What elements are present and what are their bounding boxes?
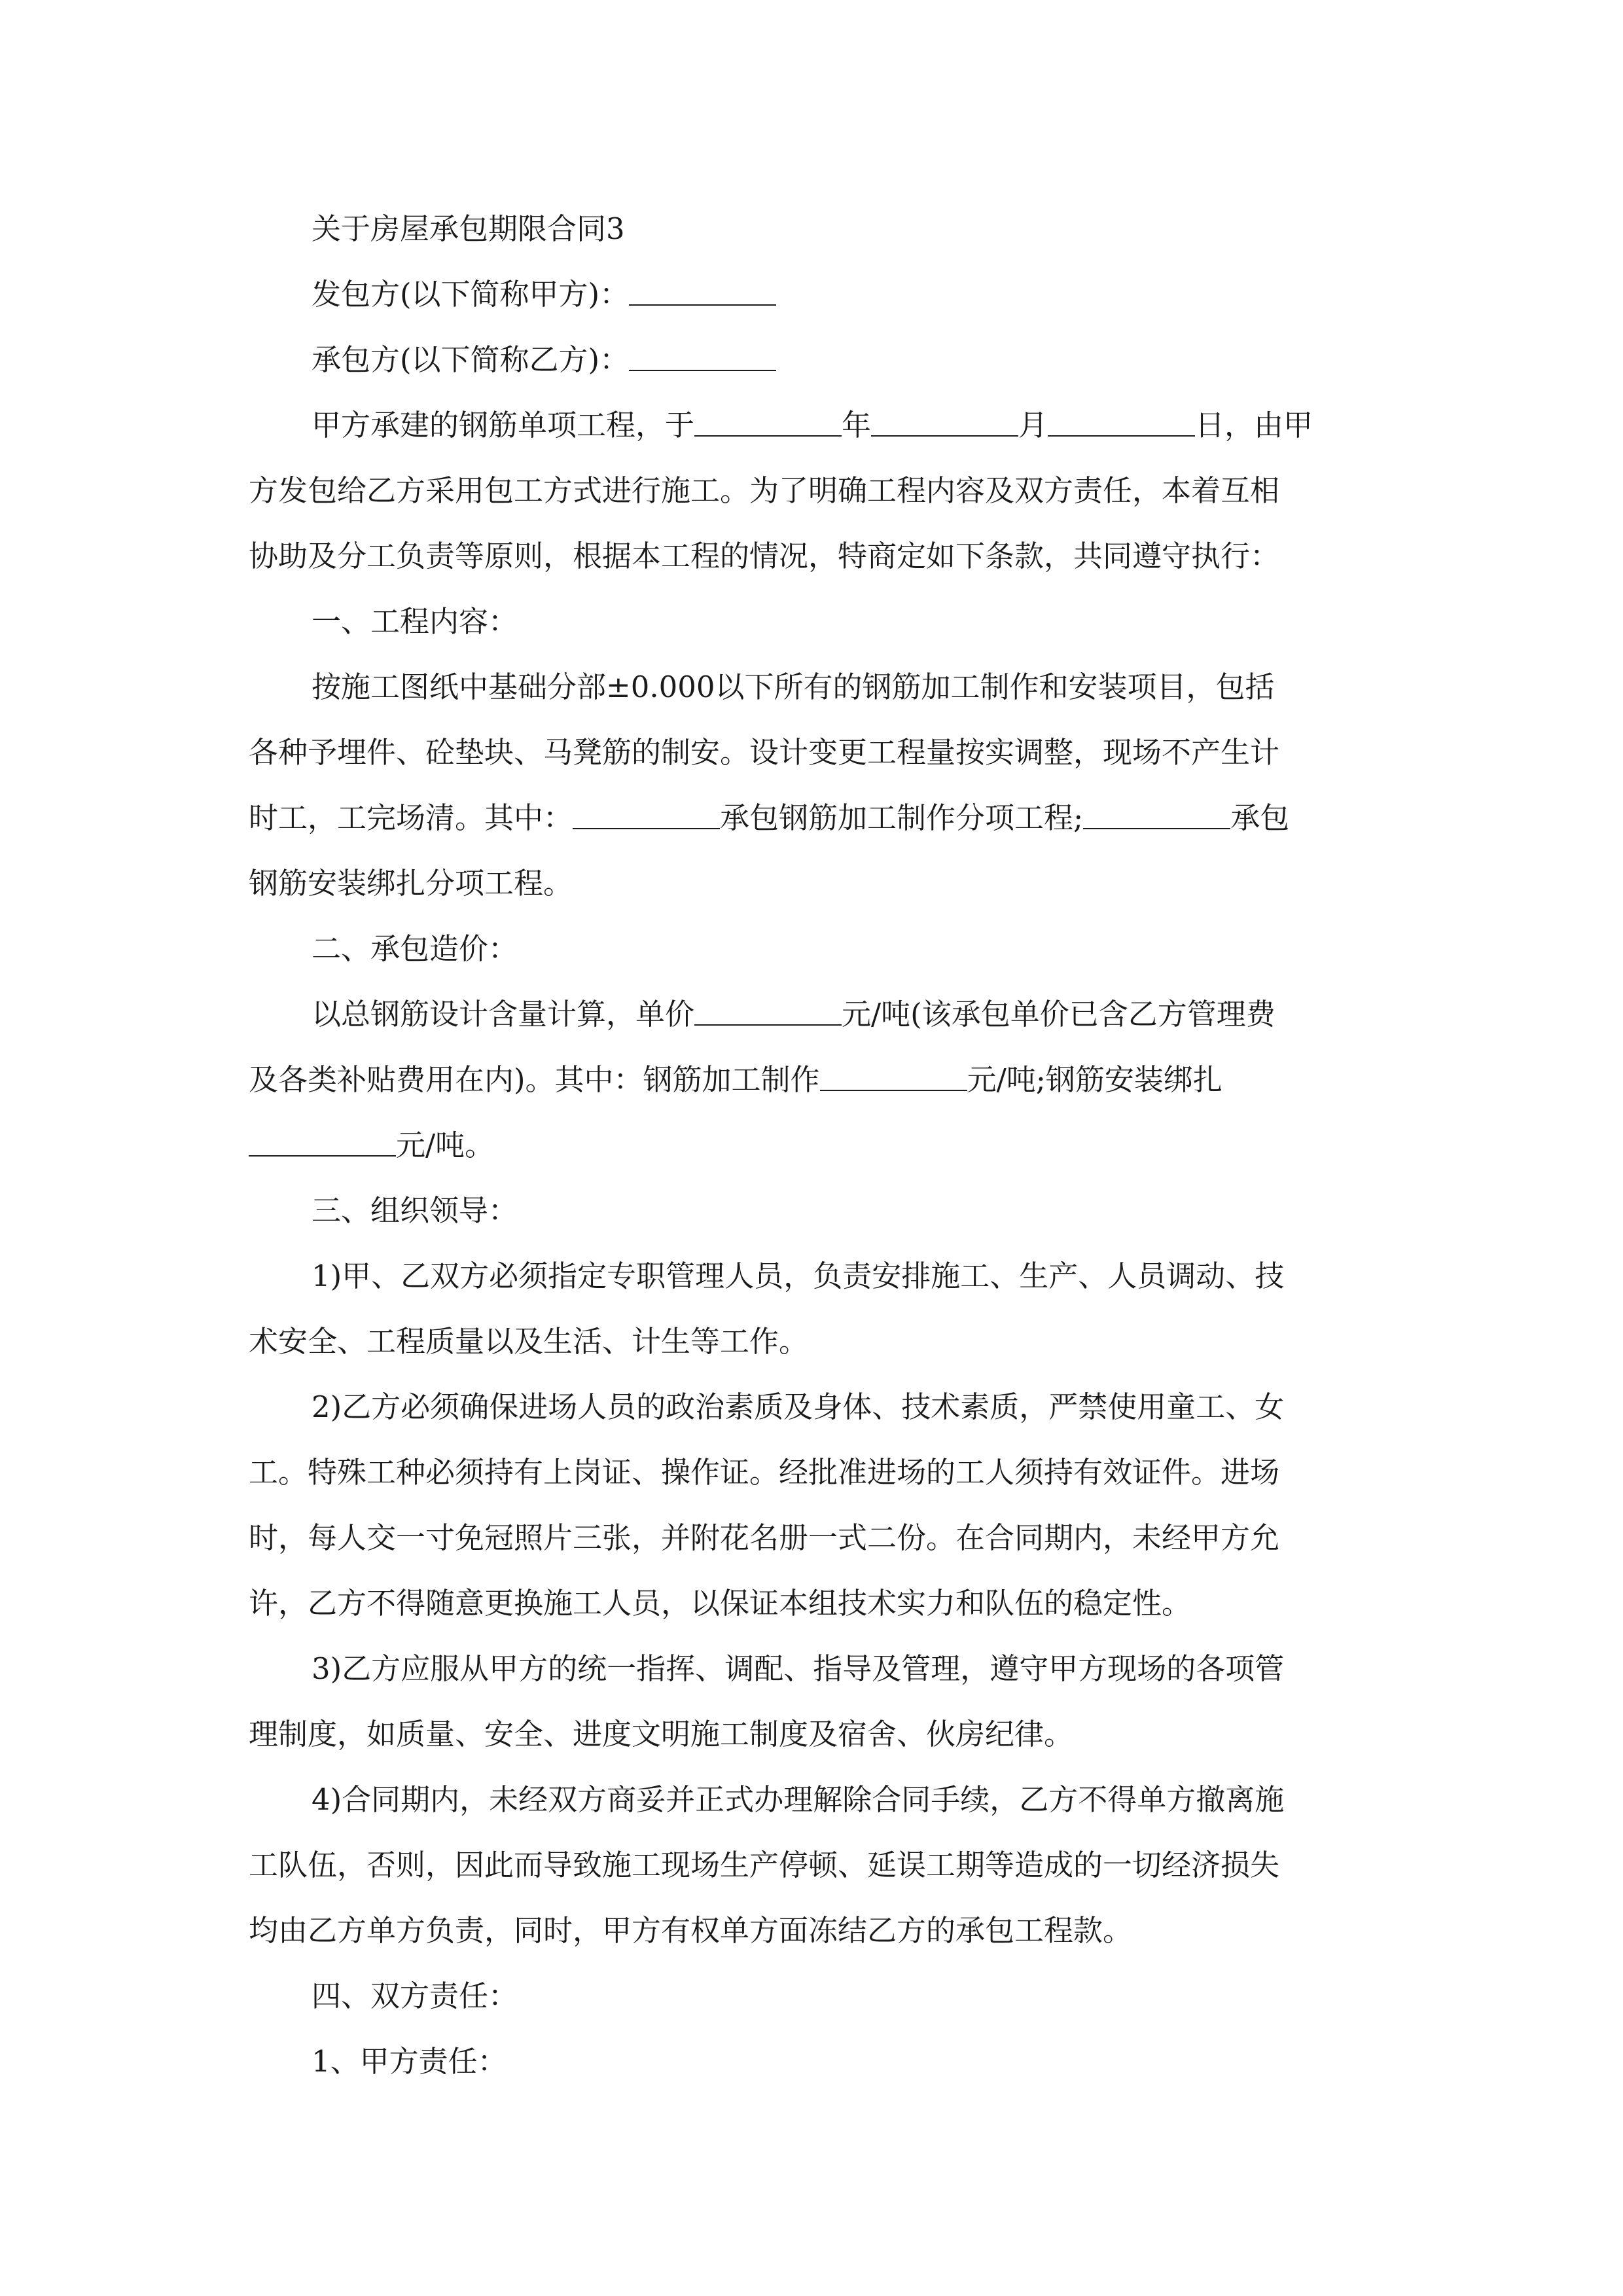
document-title: 关于房屋承包期限合同3 xyxy=(312,211,625,246)
day-blank[interactable] xyxy=(1048,409,1195,437)
year-blank[interactable] xyxy=(694,409,842,437)
section-1-line-2: 各种予埋件、砼垫块、马凳筋的制安。设计变更工程量按实调整，现场不产生计 xyxy=(249,735,1280,770)
section-1-text: 承包 xyxy=(1230,800,1290,835)
intro-text: 甲方承建的钢筋单项工程，于 xyxy=(312,408,695,442)
section-3-item-2-line-3: 时，每人交一寸免冠照片三张，并附花名册一式二份。在合同期内，未经甲方允 xyxy=(249,1520,1280,1555)
section-2-heading: 二、承包造价： xyxy=(312,931,518,966)
section-1-line-1: 按施工图纸中基础分部±0.000以下所有的钢筋加工制作和安装项目，包括 xyxy=(312,670,1275,704)
section-1-text: 承包钢筋加工制作分项工程; xyxy=(720,800,1084,835)
party-a-line xyxy=(312,262,776,327)
section-4-sub-1: 1、甲方责任： xyxy=(312,2044,507,2079)
section-2-line-1 xyxy=(312,982,1275,1047)
section-3-item-4-line-2: 工队伍，否则，因此而导致施工现场生产停顿、延误工期等造成的一切经济损失 xyxy=(249,1848,1280,1882)
party-b-label: 承包方(以下简称乙方)： xyxy=(312,342,630,377)
section-2-text: 元/吨。 xyxy=(396,1128,495,1162)
processing-price-blank[interactable] xyxy=(820,1064,967,1091)
section-2-text: 及各类补贴费用在内)。其中：钢筋加工制作 xyxy=(249,1062,820,1097)
party-a-label: 发包方(以下简称甲方)： xyxy=(312,277,630,312)
party-a-blank[interactable] xyxy=(629,278,776,306)
section-3-item-3-line-2: 理制度，如质量、安全、进度文明施工制度及宿舍、伙房纪律。 xyxy=(249,1717,1074,1751)
year-label: 年 xyxy=(842,408,872,442)
section-3-item-2-line-2: 工。特殊工种必须持有上岗证、操作证。经批准进场的工人须持有效证件。进场 xyxy=(249,1455,1280,1490)
section-1-text: 时工，工完场清。其中： xyxy=(249,800,573,835)
month-blank[interactable] xyxy=(871,409,1018,437)
section-3-item-4-line-3: 均由乙方单方负责，同时，甲方有权单方面冻结乙方的承包工程款。 xyxy=(249,1913,1133,1948)
section-3-item-2-line-4: 许，乙方不得随意更换施工人员，以保证本组技术实力和队伍的稳定性。 xyxy=(249,1586,1192,1621)
section-3-item-4-line-1: 4)合同期内，未经双方商妥并正式办理解除合同手续，乙方不得单方撤离施 xyxy=(312,1782,1285,1817)
installation-contractor-blank[interactable] xyxy=(1083,802,1230,829)
intro-line-3: 协助及分工负责等原则，根据本工程的情况，特商定如下条款，共同遵守执行： xyxy=(249,539,1280,573)
section-1-heading: 一、工程内容： xyxy=(312,604,518,639)
section-2-line-2 xyxy=(249,1047,1222,1113)
section-2-line-3 xyxy=(249,1113,494,1178)
day-label: 日，由甲 xyxy=(1195,408,1313,442)
section-2-text: 以总钢筋设计含量计算，单价 xyxy=(312,997,695,1031)
section-4-heading: 四、双方责任： xyxy=(312,1979,518,2013)
section-1-line-3 xyxy=(249,785,1289,851)
party-b-line xyxy=(312,327,776,393)
unit-price-blank[interactable] xyxy=(694,998,842,1026)
section-3-item-1-line-1: 1)甲、乙双方必须指定专职管理人员，负责安排施工、生产、人员调动、技 xyxy=(312,1259,1285,1293)
section-2-text: 元/吨;钢筋安装绑扎 xyxy=(967,1062,1222,1097)
section-2-text: 元/吨(该承包单价已含乙方管理费 xyxy=(842,997,1275,1031)
installation-price-blank[interactable] xyxy=(249,1129,396,1157)
month-label: 月 xyxy=(1018,408,1048,442)
section-3-item-2-line-1: 2)乙方必须确保进场人员的政治素质及身体、技术素质，严禁使用童工、女 xyxy=(312,1390,1285,1424)
section-1-line-4: 钢筋安装绑扎分项工程。 xyxy=(249,866,573,901)
intro-line-1 xyxy=(312,393,1313,458)
processing-contractor-blank[interactable] xyxy=(573,802,720,829)
section-3-item-3-line-1: 3)乙方应服从甲方的统一指挥、调配、指导及管理，遵守甲方现场的各项管 xyxy=(312,1651,1285,1686)
section-3-heading: 三、组织领导： xyxy=(312,1193,518,1228)
intro-line-2: 方发包给乙方采用包工方式进行施工。为了明确工程内容及双方责任，本着互相 xyxy=(249,473,1280,508)
party-b-blank[interactable] xyxy=(629,344,776,371)
section-3-item-1-line-2: 术安全、工程质量以及生活、计生等工作。 xyxy=(249,1324,809,1359)
